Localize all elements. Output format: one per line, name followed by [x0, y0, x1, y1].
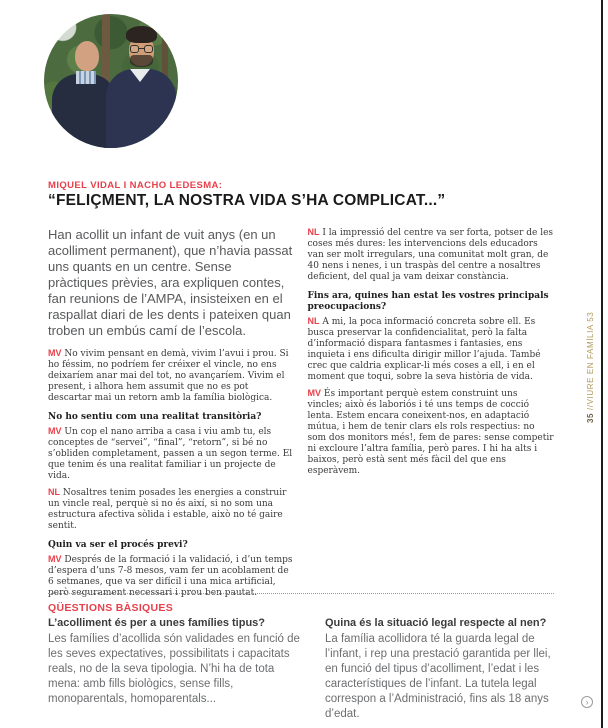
answer-text: Nosaltres tenim posades les energies a construir un vincle real, perquè si no és així, si no som una estructura afectiva sòlida i estable, això no té gaire sentit. — [48, 488, 287, 531]
next-page-icon[interactable]: › — [581, 696, 593, 708]
man-left-plaid-collar — [76, 71, 96, 84]
basics-answer: La família acollidora té la guarda legal de l’infant, i rep una prestació garantida per llei, en funció del tipus d’acolliment, l’edat i les característiques de l’infant. La tutela legal correspon a l’Administració, fins als 18 anys d’edat. — [325, 633, 551, 720]
interview-question: No ho sentiu com una realitat transitòria? — [48, 412, 262, 422]
basics-section-heading: QÜESTIONS BÀSIQUES — [48, 602, 174, 614]
answer-text: No vivim pensant en demà, vivim l’avui i prou. Si ho féssim, no podríem fer créixer el vincle, no ens deixaríem anar mai del tot, no avançaríem. Vivim el present, i alhora hem assumit que no es pot descartar mai un retorn amb la família biològica. — [48, 349, 289, 403]
basics-question: L’acolliment és per a unes famílies tipus? — [48, 617, 266, 629]
basics-answer: Les famílies d’acollida són validades en funció de les seves expectatives, possibilitats i capacitats reals, no de la seva tipologia. N’hi ha de tota mena: amb fills biològics, sense fills, monoparentals, homoparentals... — [48, 633, 300, 705]
answer-text: Després de la formació i la validació, i d’un temps d’espera d’uns 7-8 mesos, vam fer un acoblament de 6 setmanes, que va ser difícil i una mica artificial, però segurament necessari i prou ben pautat. — [48, 555, 293, 598]
answer-paragraph — [308, 388, 555, 477]
interview-column-right — [308, 227, 555, 604]
speaker-label: MV — [48, 554, 62, 564]
answer-text: És important perquè estem construint uns vincles; això és laboriós i té uns temps de cocció lenta. Estem encara coneixent-nos, en adaptació mútua, i hem de tenir clars els rols respectius: no som dos monitors més!, fem de pares: sense competir ni excloure l’altra família, però pares. I hi ha alts i baixos, però està sent més fàcil del que ens esperàvem. — [307, 389, 554, 476]
speaker-label: MV — [307, 388, 321, 398]
interviewees-photo — [44, 14, 178, 148]
article-intro: Han acollit un infant de vuit anys (en un acolliment permanent), que n’havia passat uns quants en un centre. Sense pràctiques prèvies, ara expliquen contes, fan reunions de l’AMPA, insisteixen en el raspallat diari de les dents i pateixen quan troben un embús camí de l’escola. — [48, 227, 293, 338]
speaker-label: MV — [48, 426, 62, 436]
page-number: 35 — [586, 412, 595, 423]
interviewee-names-kicker: MIQUEL VIDAL I NACHO LEDESMA: — [48, 180, 223, 191]
basic-questions-section — [48, 602, 554, 722]
answer-paragraph — [48, 426, 295, 482]
spine-label — [586, 248, 595, 423]
interview-question: Fins ara, quines han estat les vostres principals preocupacions? — [307, 291, 549, 312]
man-right-hair — [126, 26, 157, 43]
interview-question: Quin va ser el procés previ? — [48, 540, 188, 550]
dotted-separator — [48, 593, 554, 594]
speaker-label: MV — [48, 348, 62, 358]
basics-question: Quina és la situació legal respecte al nen? — [325, 617, 547, 629]
speaker-label: NL — [307, 227, 320, 237]
answer-text: A mi, la poca informació concreta sobre ell. Es busca preservar la confidencialitat, però la falta d’informació dispara fantasmes i fantasies, ens inquieta i ens dificulta dirigir millor l’ajuda. També crec que caldria explicar-li més coses a ell, i en el moment que toqui, sobre la seva història de vida. — [307, 317, 541, 382]
interview-columns — [48, 227, 554, 604]
interview-column-left — [48, 227, 295, 604]
magazine-title-issue: //VIURE EN FAMÍLIA 53 — [586, 311, 595, 413]
answer-text: I la impressió del centre va ser forta, potser de les coses més dures: les intervencions dels educadors van ser molt irregulars, una comunitat molt gran, de 40 nens i nenes, i un traspàs del centre a nosaltres deficient, del qual ja vam deixar constància. — [307, 228, 554, 282]
man-right-beard — [130, 55, 153, 67]
basics-item — [325, 617, 554, 722]
answer-paragraph — [48, 487, 295, 532]
page-edge-rule — [601, 0, 603, 728]
article-title: “FELIÇMENT, LA NOSTRA VIDA S’HA COMPLICAT...” — [48, 192, 446, 209]
answer-text: Un cop el nano arriba a casa i viu amb tu, els conceptes de “servei”, “final”, “retorn”, si bé no s’obliden completament, passen a un segon terme. El que tenim és una realitat familiar i un projecte de vida. — [48, 427, 293, 481]
man-left-head — [75, 41, 99, 71]
basics-columns — [48, 617, 554, 722]
glasses-lens — [144, 45, 153, 53]
basics-item — [48, 617, 305, 722]
answer-paragraph — [308, 316, 555, 383]
answer-paragraph — [308, 227, 555, 283]
glasses-icon — [130, 45, 153, 53]
answer-paragraph — [48, 348, 295, 404]
glasses-lens — [130, 45, 139, 53]
speaker-label: NL — [48, 487, 60, 497]
speaker-label: NL — [307, 316, 320, 326]
man-right-sweater — [106, 69, 176, 148]
